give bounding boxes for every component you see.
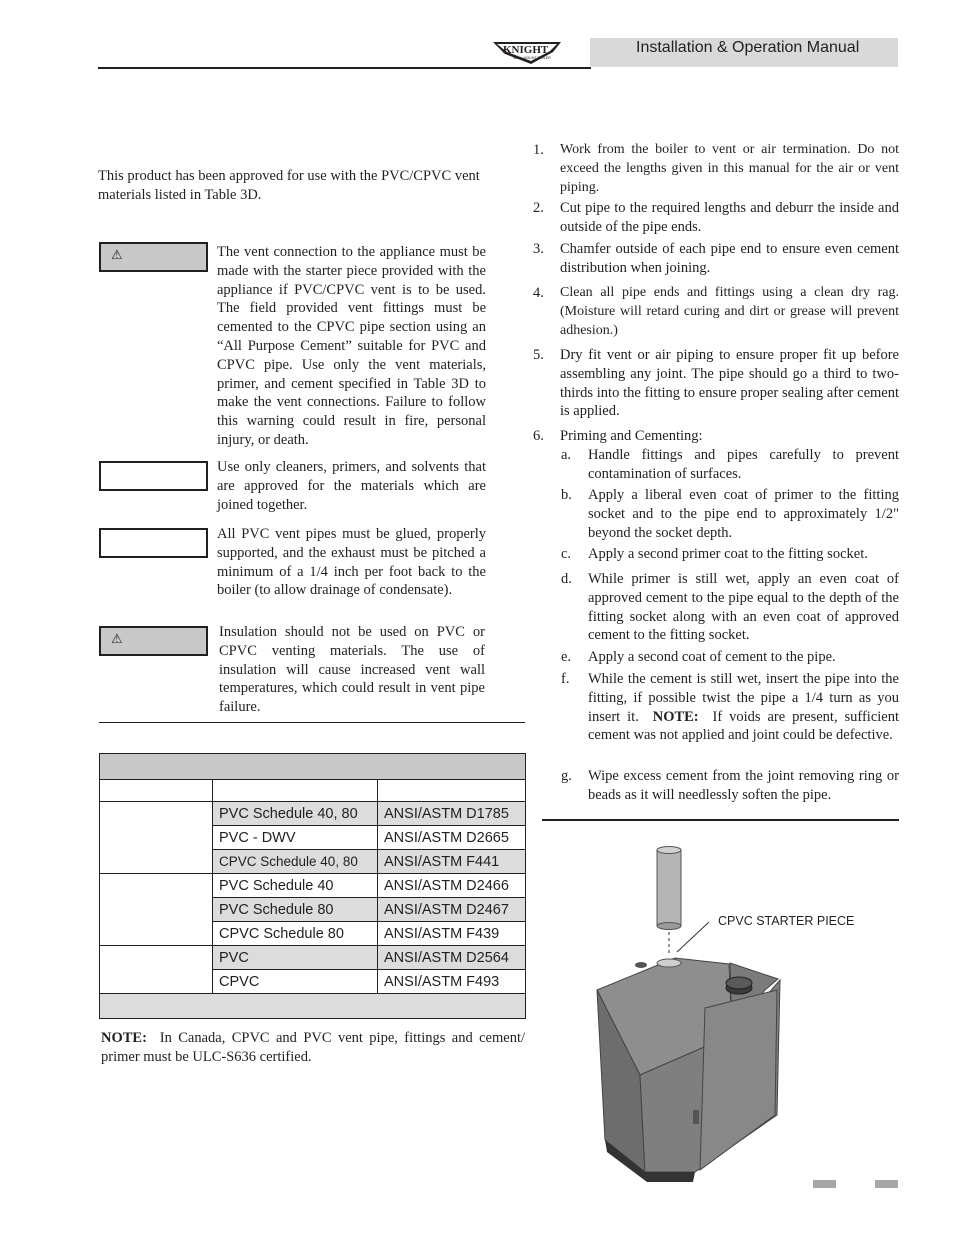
table-title-cell [100,754,526,780]
step-text: Chamfer outside of each pipe end to ensure even cement distribution when joining. [560,241,899,276]
table-header-cell [100,780,213,802]
section-divider [99,722,525,723]
table-header-cell [378,780,526,802]
substep-letter: b. [561,487,572,503]
substep-letter: d. [561,571,572,587]
cpvc-starter-piece [657,847,681,930]
table-footer-cell [100,994,526,1019]
warning-text-insulation: Insulation should not be used on PVC or CPVC venting materials. The use of insulation will cause increased vent wall temperatures, which could result in vent pipe failure. [219,624,485,716]
caution-label-box [99,461,208,491]
substep-text: While primer is still wet, apply an even coat of approved cement to the pipe equal to the depth of the fitting socket along with an even coat of approved cement to the fitting socket. [588,571,899,644]
substep-text: Apply a second primer coat to the fitting socket. [588,546,868,562]
substep-text-part: If voids are present, sufficient cement was not applied and joint could be defective. [588,708,900,744]
table-cell-standard: ANSI/ASTM D1785 [378,802,526,826]
page-marker-left [813,1180,836,1188]
table-cell-material: CPVC Schedule 40, 80 [213,850,378,874]
leader-line [677,922,709,952]
caution-text-cleaners: Use only cleaners, primers, and solvents that are approved for the materials which are joined together. [217,459,486,513]
table-cell-material: PVC Schedule 80 [213,898,378,922]
table-cell-material: CPVC Schedule 80 [213,922,378,946]
table-cell-material: CPVC [213,970,378,994]
table-header-cell [213,780,378,802]
step-number: 3. [533,241,544,257]
table-cell-material: PVC [213,946,378,970]
step-text: Clean all pipe ends and fittings using a clean dry rag. (Moisture will retard curing and dirt or grease will prevent adhesion.) [560,285,899,338]
vent-materials-table [99,753,526,1019]
substep-letter: a. [561,447,572,463]
logo-text: KNIGHT [503,44,549,56]
step-text: Dry fit vent or air piping to ensure proper fit up before assembling any joint. The pipe should go a third to two-thirds into the fitting to ensure proper sealing after cement is applied. [560,347,899,420]
page-marker-right [875,1180,898,1188]
table-cell-standard: ANSI/ASTM F441 [378,850,526,874]
warning-label-box-2 [99,626,208,656]
table-cell-material: PVC Schedule 40 [213,874,378,898]
logo-subtext: WALL MOUNT BOILER [513,56,551,60]
substep-letter: c. [561,546,572,562]
notice-text-pvc-glued: All PVC vent pipes must be glued, properly supported, and the exhaust must be pitched a minimum of a 1/4 inch per foot back to the boiler (to allow drainage of condensate). [217,526,486,599]
table-cell-material: PVC - DWV [213,826,378,850]
manual-title: Installation & Operation Manual [636,39,860,56]
note-label: NOTE: [101,1030,147,1046]
table-group-cell [100,874,213,946]
substep-letter: g. [561,768,572,784]
table-cell-standard: ANSI/ASTM D2467 [378,898,526,922]
table-group-cell [100,946,213,994]
intro-paragraph: This product has been approved for use with the PVC/CPVC vent materials listed in Table 3D. [98,168,480,203]
substep-text: Wipe excess cement from the joint removing ring or beads as it will needlessly soften the pipe. [588,768,899,803]
step-number: 2. [533,200,544,216]
boiler-unit [597,958,780,1182]
step-number: 4. [533,285,544,301]
canada-note [101,1029,525,1067]
warning-triangle-icon: ⚠ [111,248,123,263]
table-cell-standard: ANSI/ASTM D2665 [378,826,526,850]
substep-letter: e. [561,649,572,665]
step-text: Cut pipe to the required lengths and deburr the inside and outside of the pipe ends. [560,200,899,235]
step-text: Priming and Cementing: [560,428,703,444]
step-text: Work from the boiler to vent or air termination. Do not exceed the lengths given in this manual for the air or vent piping. [560,142,899,195]
substep-note-label: NOTE: [652,708,699,725]
warning-text-starter-piece: The vent connection to the appliance must be made with the starter piece provided with the appliance if PVC/CPVC vent is to be used. The field provided vent fittings must be cemented to the CPVC pipe section using an “All Purpose Cement” suitable for PVC and CPVC pipe. Use only the vent materials, primer, and cement specified in Table 3D to make the vent connections. Failure to follow this warning could result in fire, personal injury, or death. [217,244,486,448]
substep-text [588,670,899,745]
substep-text-part: While the cement is still wet, insert the pipe into the fitting, if possible twist the pipe a 1/4 turn as you insert it. [588,671,899,725]
table-row [100,874,526,898]
table-header-row [100,780,526,802]
step-number: 1. [533,142,544,158]
table-footer-row [100,994,526,1019]
substep-text: Apply a second coat of cement to the pipe. [588,649,836,665]
step-number: 5. [533,347,544,363]
step-number: 6. [533,428,544,444]
figure-divider [542,819,899,821]
warning-label-box [99,242,208,272]
header-rule [98,67,591,69]
boiler-starter-piece-illustration [585,840,885,1185]
table-row [100,802,526,826]
substep-text: Handle fittings and pipes carefully to prevent contamination of surfaces. [588,447,899,482]
substep-text: Apply a liberal even coat of primer to the fitting socket and to the pipe end to approximately 1/2" beyond the socket depth. [588,487,899,541]
knight-logo [491,38,565,66]
table-cell-standard: ANSI/ASTM D2564 [378,946,526,970]
notice-label-box [99,528,208,558]
table-cell-material: PVC Schedule 40, 80 [213,802,378,826]
table-title-row [100,754,526,780]
table-row [100,946,526,970]
table-cell-standard: ANSI/ASTM F493 [378,970,526,994]
table-cell-standard: ANSI/ASTM F439 [378,922,526,946]
starter-piece-label: CPVC STARTER PIECE [718,914,855,928]
warning-triangle-icon: ⚠ [111,632,123,647]
table-cell-standard: ANSI/ASTM D2466 [378,874,526,898]
table-group-cell [100,802,213,874]
substep-letter: f. [561,671,570,687]
note-text: In Canada, CPVC and PVC vent pipe, fittings and cement/ primer must be ULC-S636 certified. [101,1030,526,1065]
